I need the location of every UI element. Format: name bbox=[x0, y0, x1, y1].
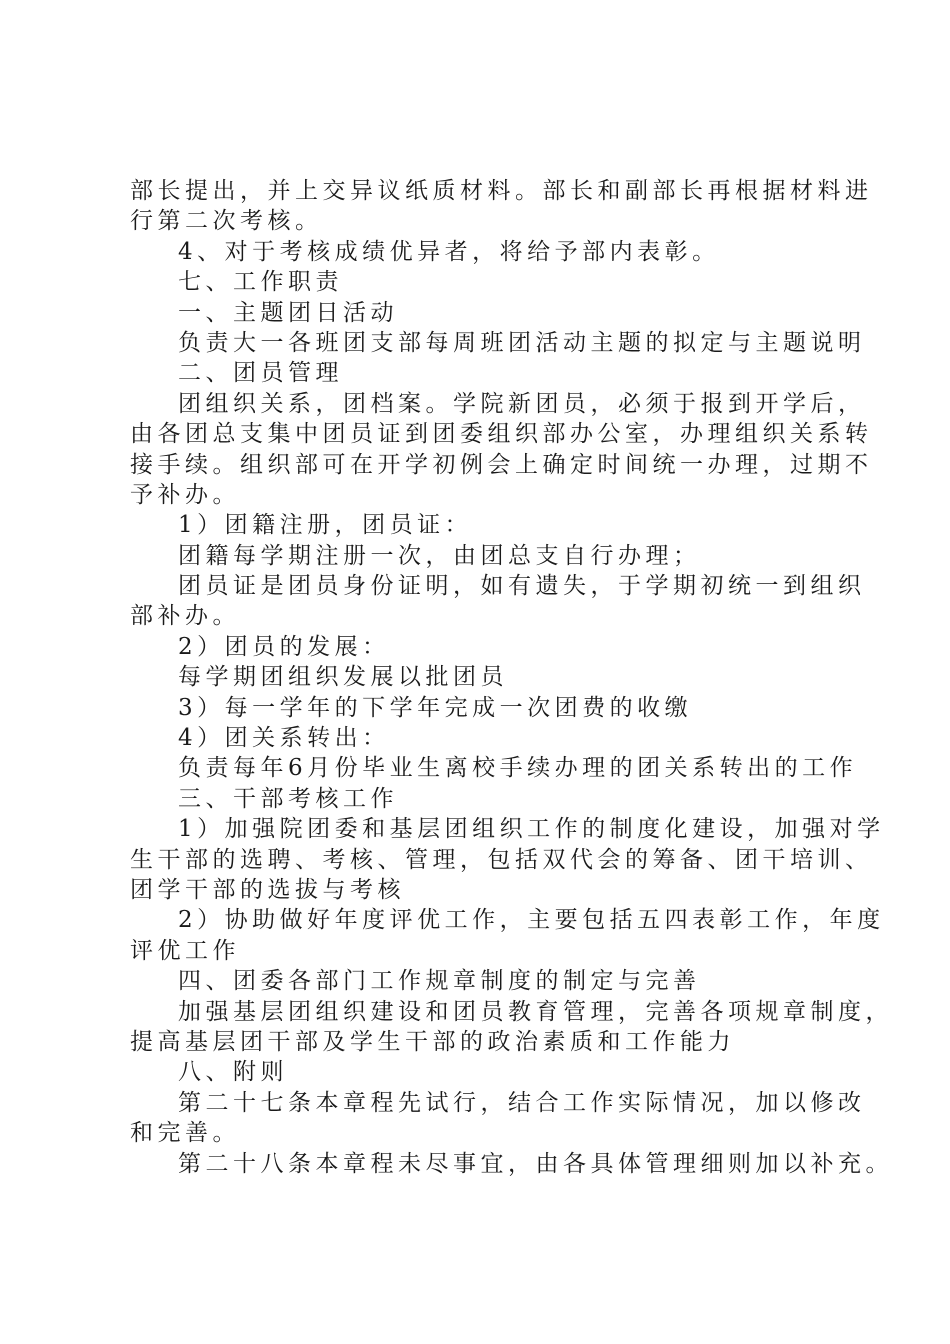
text-line: 团籍每学期注册一次，由团总支自行办理； bbox=[178, 542, 701, 569]
section-heading: 七、工作职责 bbox=[178, 269, 343, 296]
text-line: 行第二次考核。 bbox=[130, 208, 323, 235]
text-line: 团组织关系，团档案。学院新团员，必须于报到开学后， bbox=[178, 390, 866, 417]
text-line: 4、对于考核成绩优异者，将给予部内表彰。 bbox=[178, 238, 720, 265]
text-line: 部补办。 bbox=[130, 603, 240, 630]
text-line: 评优工作 bbox=[130, 937, 240, 964]
text-line: 1）加强院团委和基层团组织工作的制度化建设，加强对学 bbox=[178, 816, 885, 843]
text-line: 负责每年6月份毕业生离校手续办理的团关系转出的工作 bbox=[178, 755, 858, 782]
text-line: 和完善。 bbox=[130, 1120, 240, 1147]
text-line: 生干部的选聘、考核、管理，包括双代会的筹备、团干培训、 bbox=[130, 846, 873, 873]
text-line: 负责大一各班团支部每周班团活动主题的拟定与主题说明 bbox=[178, 329, 866, 356]
text-line: 1）团籍注册，团员证： bbox=[178, 512, 473, 539]
text-line: 提高基层团干部及学生干部的政治素质和工作能力 bbox=[130, 1028, 735, 1055]
subsection-heading: 二、团员管理 bbox=[178, 360, 343, 387]
text-line: 2）协助做好年度评优工作，主要包括五四表彰工作，年度 bbox=[178, 907, 885, 934]
subsection-heading: 一、主题团日活动 bbox=[178, 299, 398, 326]
text-line: 加强基层团组织建设和团员教育管理，完善各项规章制度， bbox=[178, 998, 893, 1025]
text-line: 2）团员的发展： bbox=[178, 633, 390, 660]
text-line: 由各团总支集中团员证到团委组织部办公室，办理组织关系转 bbox=[130, 421, 873, 448]
text-line: 3）每一学年的下学年完成一次团费的收缴 bbox=[178, 694, 693, 721]
subsection-heading: 四、团委各部门工作规章制度的制定与完善 bbox=[178, 968, 701, 995]
text-line: 团学干部的选拔与考核 bbox=[130, 876, 405, 903]
document-body bbox=[130, 176, 893, 1179]
text-line: 予补办。 bbox=[130, 481, 240, 508]
text-line: 部长提出，并上交异议纸质材料。部长和副部长再根据材料进 bbox=[130, 178, 873, 204]
text-line: 团员证是团员身份证明，如有遗失，于学期初统一到组织 bbox=[178, 573, 866, 600]
subsection-heading: 三、干部考核工作 bbox=[178, 785, 398, 812]
text-line: 接手续。组织部可在开学初例会上确定时间统一办理，过期不 bbox=[130, 451, 873, 478]
text-line: 每学期团组织发展以批团员 bbox=[178, 664, 508, 691]
text-line: 第二十八条本章程未尽事宜，由各具体管理细则加以补充。 bbox=[178, 1150, 893, 1177]
text-line: 第二十七条本章程先试行，结合工作实际情况，加以修改 bbox=[178, 1089, 866, 1116]
section-heading: 八、附则 bbox=[178, 1059, 288, 1086]
text-line: 4）团关系转出： bbox=[178, 725, 390, 752]
